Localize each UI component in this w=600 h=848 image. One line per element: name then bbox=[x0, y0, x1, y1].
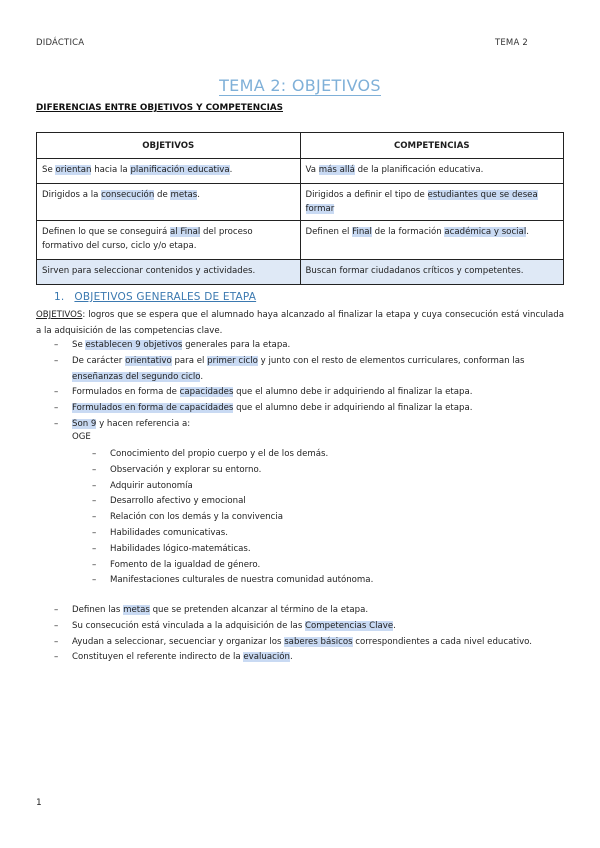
section-heading bbox=[54, 291, 256, 303]
list-item bbox=[36, 401, 564, 417]
text-segment: . bbox=[197, 190, 200, 200]
highlighted-text: evaluación bbox=[243, 652, 290, 663]
table-row bbox=[37, 221, 564, 260]
list-item bbox=[36, 603, 564, 619]
list-item: – Relación con los demás y la convivencia bbox=[36, 510, 564, 526]
highlighted-text: saberes básicos bbox=[284, 636, 353, 647]
text-segment: . bbox=[393, 620, 396, 631]
intro-text: : logros que se espera que el alumnado haya alcanzado al finalizar la etapa y cuya consecución está vinculada a la adquisición de las competencias clave. bbox=[36, 310, 564, 336]
table-cell bbox=[300, 221, 564, 260]
text-segment: . bbox=[229, 165, 233, 175]
text-segment: del proceso formativo del curso, ciclo y/o etapa. bbox=[42, 227, 253, 251]
functions-list bbox=[36, 603, 564, 666]
header-subject: DIDÁCTICA bbox=[36, 38, 85, 48]
table-row bbox=[37, 260, 564, 285]
page-number: 1 bbox=[36, 798, 42, 808]
text-segment: y junto con el resto de elementos curriculares, conforman las bbox=[257, 355, 525, 366]
text-segment: y hacen referencia a: bbox=[96, 418, 191, 429]
text-segment: Ayudan a seleccionar, secuenciar y organizar los bbox=[72, 636, 285, 647]
highlighted-text: académica y social bbox=[444, 227, 527, 237]
header-topic: TEMA 2 bbox=[494, 38, 528, 48]
highlighted-text: establecen 9 objetivos bbox=[85, 340, 183, 350]
text-segment: Constituyen el referente indirecto de la bbox=[72, 652, 244, 663]
highlighted-text: al Final bbox=[170, 227, 201, 237]
text-segment: Va bbox=[305, 165, 319, 175]
highlighted-text: primer ciclo bbox=[207, 355, 258, 366]
highlighted-text: planificación educativa bbox=[130, 165, 230, 175]
page-title: TEMA 2: OBJETIVOS bbox=[219, 76, 381, 95]
table-cell bbox=[300, 159, 564, 184]
table-cell bbox=[37, 184, 301, 221]
list-item: – Habilidades comunicativas. bbox=[36, 526, 564, 542]
table-header-competencias: COMPETENCIAS bbox=[300, 133, 564, 159]
highlighted-text: consecución bbox=[101, 190, 155, 200]
table-cell bbox=[300, 260, 564, 285]
intro-label: OBJETIVOS bbox=[36, 310, 83, 320]
list-item: – Conocimiento del propio cuerpo y el de los demás. bbox=[36, 447, 564, 463]
text-segment: Su consecución está vinculada a la adquisición de las bbox=[72, 620, 306, 631]
objectives-list bbox=[36, 338, 564, 433]
intro-paragraph bbox=[36, 308, 564, 340]
table-row bbox=[37, 159, 564, 184]
oge-list bbox=[36, 447, 564, 589]
text-segment: que se pretenden alcanzar al término de la etapa. bbox=[149, 605, 369, 615]
text-segment: Definen lo que se conseguirá bbox=[42, 227, 171, 237]
list-item bbox=[36, 650, 564, 666]
list-item: – Fomento de la igualdad de género. bbox=[36, 558, 564, 574]
text-segment: Formulados en forma de bbox=[72, 387, 180, 398]
list-item: – Desarrollo afectivo y emocional bbox=[36, 494, 564, 510]
list-item bbox=[36, 619, 564, 635]
text-segment: . bbox=[526, 227, 529, 237]
text-segment: generales para la etapa. bbox=[182, 340, 291, 350]
highlighted-text: enseñanzas del segundo ciclo bbox=[72, 371, 201, 382]
highlighted-text: estudiantes que se desea formar bbox=[305, 190, 538, 214]
comparison-table bbox=[36, 132, 564, 285]
text-segment: de bbox=[154, 190, 171, 200]
highlighted-text: metas bbox=[170, 190, 198, 200]
table-cell bbox=[37, 260, 301, 285]
text-segment: Buscan formar ciudadanos críticos y competentes. bbox=[305, 266, 524, 276]
text-segment: correspondientes a cada nivel educativo. bbox=[352, 636, 533, 647]
highlighted-text: orientativo bbox=[125, 355, 172, 366]
text-segment: Definen el bbox=[305, 227, 353, 237]
highlighted-text: Son 9 bbox=[72, 418, 97, 429]
list-item: – Adquirir autonomía bbox=[36, 479, 564, 495]
list-item bbox=[36, 635, 564, 651]
table-cell bbox=[37, 159, 301, 184]
list-item bbox=[36, 417, 564, 433]
text-segment: que el alumno debe ir adquiriendo al finalizar la etapa. bbox=[233, 387, 473, 398]
text-segment: Dirigidos a definir el tipo de bbox=[305, 190, 428, 200]
table-header-objetivos: OBJETIVOS bbox=[37, 133, 301, 159]
subtitle: DIFERENCIAS ENTRE OBJETIVOS Y COMPETENCIAS bbox=[36, 103, 283, 113]
text-segment: Sirven para seleccionar contenidos y actividades. bbox=[42, 266, 256, 276]
table-cell bbox=[37, 221, 301, 260]
text-segment: de la formación bbox=[371, 227, 445, 237]
text-segment: para el bbox=[171, 355, 208, 366]
section-number: 1. bbox=[54, 291, 65, 303]
highlighted-text: orientan bbox=[55, 165, 92, 175]
list-item bbox=[36, 338, 564, 354]
list-item: – Habilidades lógico-matemáticas. bbox=[36, 542, 564, 558]
highlighted-text: Competencias Clave bbox=[305, 620, 394, 631]
highlighted-text: más allá bbox=[318, 165, 355, 175]
oge-label: OGE bbox=[72, 432, 91, 442]
text-segment: hacia la bbox=[91, 165, 131, 175]
highlighted-text: capacidades bbox=[179, 387, 234, 398]
highlighted-text: metas bbox=[123, 605, 150, 615]
text-segment: De carácter bbox=[72, 355, 126, 366]
text-segment: de la planificación educativa. bbox=[354, 165, 484, 175]
text-segment: Definen las bbox=[72, 605, 124, 615]
table-row bbox=[37, 184, 564, 221]
list-item bbox=[36, 385, 564, 401]
list-item: – Observación y explorar su entorno. bbox=[36, 463, 564, 479]
text-segment: Se bbox=[42, 165, 56, 175]
text-segment: que el alumno debe ir adquiriendo al finalizar la etapa. bbox=[233, 403, 473, 414]
table-cell bbox=[300, 184, 564, 221]
highlighted-text: Formulados en forma de capacidades bbox=[72, 403, 234, 414]
list-item: – Manifestaciones culturales de nuestra comunidad autónoma. bbox=[36, 573, 564, 589]
text-segment: . bbox=[289, 652, 293, 663]
section-title: OBJETIVOS GENERALES DE ETAPA bbox=[74, 291, 257, 303]
highlighted-text: Final bbox=[352, 227, 372, 237]
text-segment: Se bbox=[72, 340, 86, 350]
text-segment: . bbox=[200, 371, 204, 382]
text-segment: Dirigidos a la bbox=[42, 190, 102, 200]
list-item bbox=[36, 354, 564, 386]
